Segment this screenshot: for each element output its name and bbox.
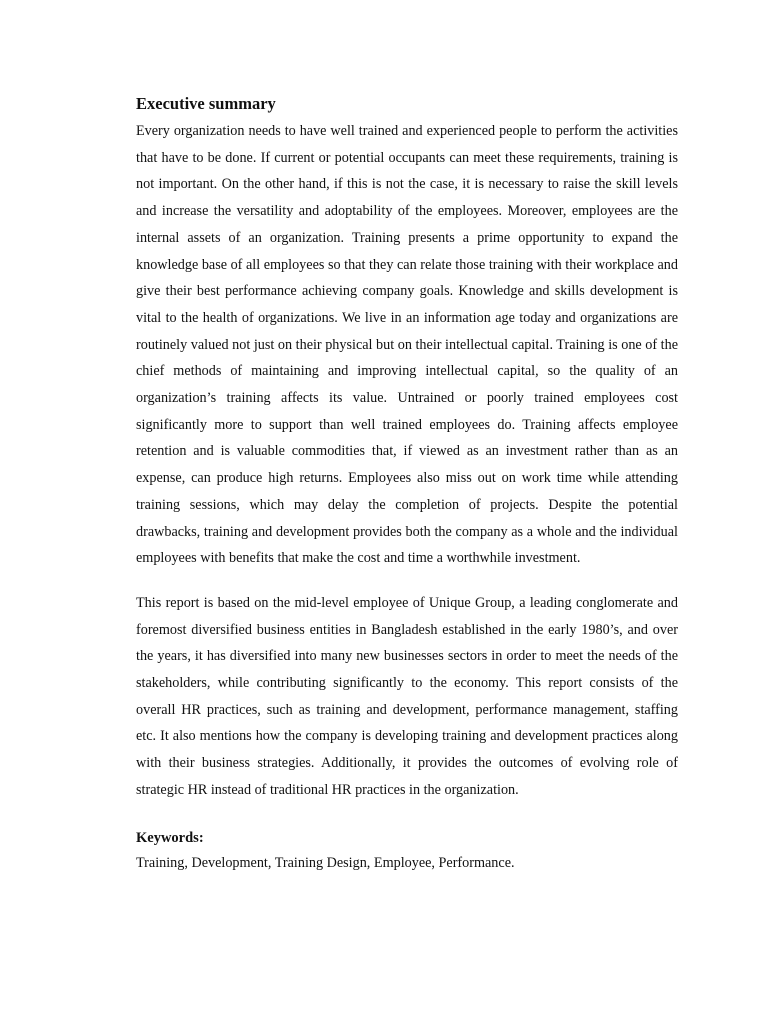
keywords-heading: Keywords: — [136, 829, 204, 846]
document-page — [136, 92, 678, 876]
summary-paragraph-1: Every organization needs to have well trained and experienced people to perform the activities that have to be done. If current or potential occupants can meet these requirements, training is not important. On the other hand, if this is not the case, it is necessary to raise the skill levels and increase the versatility and adoptability of the employees. Moreover, employees are the internal assets of an organization. Training presents a prime opportunity to expand the knowledge base of all employees so that they can relate those training with their workplace and give their best performance achieving company goals. Knowledge and skills development is vital to the health of organizations. We live in an information age today and organizations are routinely valued not just on their physical but on their intellectual capital. Training is one of the chief methods of maintaining and improving intellectual capital, so the quality of an organization’s training affects its value. Untrained or poorly trained employees cost significantly more to support than well trained employees do. Training affects employee retention and is valuable commodities that, if viewed as an investment rather than as an expense, can produce high returns. Employees also miss out on work time while attending training sessions, which may delay the completion of projects. Despite the potential drawbacks, training and development provides both the company as a whole and the individual employees with benefits that make the cost and time a worthwhile investment. — [136, 123, 678, 567]
section-heading: Executive summary — [136, 94, 276, 113]
summary-paragraph-2: This report is based on the mid-level employee of Unique Group, a leading conglomerate and foremost diversified business entities in Bangladesh established in the early 1980’s, and over the years, it has diversified into many new businesses sectors in order to meet the needs of the stakeholders, while contributing significantly to the economy. This report consists of the overall HR practices, such as training and development, performance management, staffing etc. It also mentions how the company is developing training and development practices along with their business strategies. Additionally, it provides the outcomes of evolving role of strategic HR instead of traditional HR practices in the organization. — [136, 594, 678, 798]
keywords-text: Training, Development, Training Design, Employee, Performance. — [136, 854, 515, 871]
